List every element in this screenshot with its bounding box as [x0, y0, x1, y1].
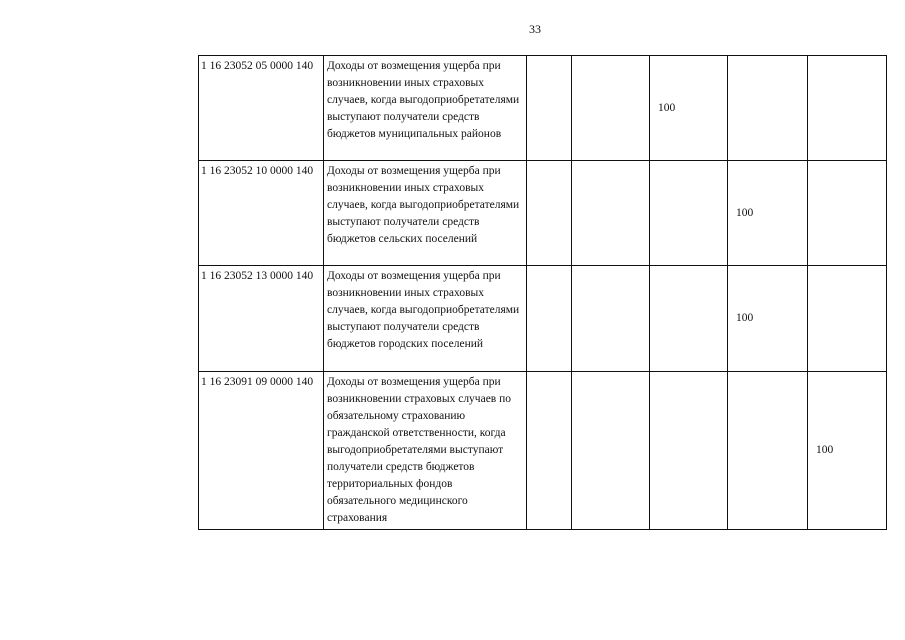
revenue-code-cell: 1 16 23091 09 0000 140 [199, 372, 324, 530]
table-row [199, 161, 887, 266]
revenue-name-cell: Доходы от возмещения ущерба при возникновении иных страховых случаев, когда выгодоприобретателями выступают получатели средств бюджетов городских поселений [324, 266, 527, 372]
value-cell [527, 372, 572, 530]
value-cell [572, 372, 650, 530]
revenue-code-cell: 1 16 23052 05 0000 140 [199, 56, 324, 161]
value-cell [572, 266, 650, 372]
value-cell [527, 56, 572, 161]
value-cell [808, 161, 887, 266]
revenue-name-cell: Доходы от возмещения ущерба при возникновении страховых случаев по обязательному страхованию гражданской ответственности, когда выгодоприобретателями выступают получатели средств бюджетов территориальных фондов обязательного медицинского страхования [324, 372, 527, 530]
value-cell: 100 [728, 266, 808, 372]
value-cell [728, 372, 808, 530]
revenue-code-cell: 1 16 23052 10 0000 140 [199, 161, 324, 266]
value-cell: 100 [728, 161, 808, 266]
value-cell [808, 56, 887, 161]
value-cell [650, 372, 728, 530]
revenue-name-cell: Доходы от возмещения ущерба при возникновении иных страховых случаев, когда выгодоприобретателями выступают получатели средств бюджетов муниципальных районов [324, 56, 527, 161]
page-number: 33 [529, 22, 541, 36]
value-cell: 100 [808, 372, 887, 530]
value-cell [527, 161, 572, 266]
table-row [199, 56, 887, 161]
value-cell: 100 [650, 56, 728, 161]
value-cell [728, 56, 808, 161]
value-cell [527, 266, 572, 372]
value-cell [572, 56, 650, 161]
revenue-name-cell: Доходы от возмещения ущерба при возникновении иных страховых случаев, когда выгодоприобретателями выступают получатели средств бюджетов сельских поселений [324, 161, 527, 266]
value-cell [808, 266, 887, 372]
value-cell [650, 266, 728, 372]
table-row [199, 372, 887, 530]
table-row [199, 266, 887, 372]
value-cell [650, 161, 728, 266]
revenue-code-cell: 1 16 23052 13 0000 140 [199, 266, 324, 372]
value-cell [572, 161, 650, 266]
revenue-distribution-table [198, 55, 887, 530]
